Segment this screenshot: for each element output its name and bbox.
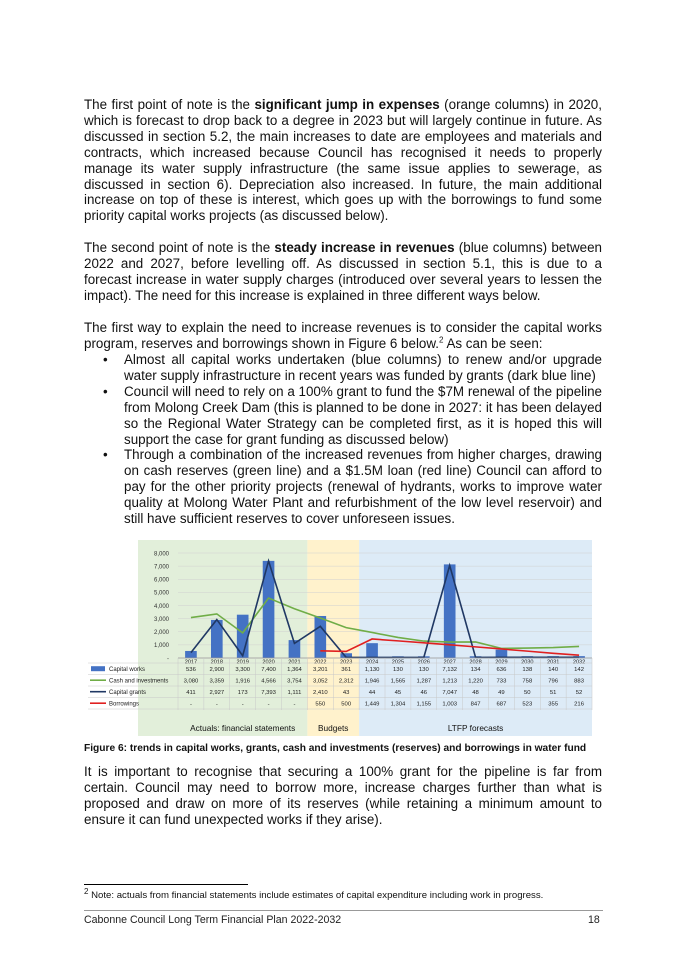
data-label: 46 [420, 690, 428, 697]
data-label: 1,364 [287, 667, 302, 674]
data-label: 523 [522, 701, 533, 708]
legend-label: Cash and investments [109, 678, 169, 685]
legend-label: Capital works [109, 667, 146, 674]
x-tick-label: 2023 [339, 659, 353, 666]
x-tick-label: 2021 [288, 659, 301, 666]
data-label: 216 [574, 701, 584, 708]
region-label: Budgets [318, 723, 349, 733]
y-tick-label: 6,000 [153, 577, 169, 584]
y-tick-label: 8,000 [153, 551, 169, 558]
data-label: 3,052 [312, 678, 328, 685]
y-tick-label: 7,000 [153, 564, 169, 571]
y-tick-label: 4,000 [153, 603, 169, 610]
paragraph-expenses: The first point of note is the significant jump in expenses (orange columns) in 2020, which is forecast to drop back to a degree in 2023 but will largely continue in future. As discussed in section 5.2, the main increases to date are employees and materials and contracts, which increased because Council has recognised it needs to properly manage its water supply infrastructure (the same issue applies to sewerage, as discussed in section 6). Depreciation also increased. In future, the main additional increase on top of these is interest, which goes up with the borrowings to fund some priority capital works projects (as discussed below). [84, 97, 602, 224]
x-tick-label: 2028 [469, 659, 482, 666]
data-label: 500 [341, 701, 352, 708]
data-label: 1,916 [235, 678, 251, 685]
bar-capital-works [237, 615, 249, 658]
bold-phrase: significant jump in expenses [254, 97, 440, 112]
data-label: 411 [186, 690, 196, 697]
x-tick-label: 2030 [521, 659, 534, 666]
bullet-list [84, 352, 602, 527]
data-label: 50 [524, 690, 531, 697]
x-tick-label: 2027 [443, 659, 456, 666]
x-tick-label: 2031 [546, 659, 560, 666]
region-label: Actuals: financial statements [190, 723, 296, 733]
data-label: 847 [470, 701, 481, 708]
data-label: 173 [237, 690, 248, 697]
data-label: 44 [368, 690, 376, 697]
y-tick-label: - [167, 656, 169, 663]
footnote: $^2$ Note: actuals from financial statements include estimates of capital expenditure including work in progress. [84, 886, 544, 901]
data-label: 355 [548, 701, 559, 708]
data-label: 134 [470, 667, 481, 674]
page-number: 18 [588, 914, 600, 926]
x-tick-label: 2019 [236, 659, 249, 666]
data-label: 1,287 [416, 678, 432, 685]
data-label: 1,449 [364, 701, 380, 708]
y-tick-label: 2,000 [153, 630, 169, 637]
list-item: • Almost all capital works undertaken (blue columns) to renew and/or upgrade water supply infrastructure in recent years was funded by grants (dark blue line) [103, 352, 602, 383]
paragraph-conclusion: It is important to recognise that securing a 100% grant for the pipeline is far from certain. Council may need to borrow more, increase charges further than what is proposed and draw on more of its reserves (while retaining a minimum amount to ensure it can fund unexpected works if they arise). [84, 764, 602, 827]
data-label: 7,047 [442, 690, 458, 697]
data-label: 1,220 [468, 678, 483, 685]
data-label: 3,201 [312, 667, 328, 674]
data-label: 1,155 [416, 701, 432, 708]
data-label: 636 [496, 667, 507, 674]
data-label: - [215, 701, 218, 708]
legend-key [91, 666, 105, 671]
list-item: • Through a combination of the increased revenues from higher charges, drawing on cash reserves (green line) and a $1.5M loan (red line) Council can afford to pay for the other priority projects (renewal of hydrants, works to improve water quality at Molong Water Plant and refurbishment of the low level reservoir) and still have sufficient reserves to cover unforeseen issues. [103, 447, 602, 527]
data-label: 4,566 [261, 678, 276, 685]
footnote-divider [84, 884, 248, 885]
legend-label: Capital grants [109, 690, 147, 697]
data-label: 1,111 [287, 690, 302, 697]
data-label: 43 [342, 690, 350, 697]
legend-label: Borrowings [109, 701, 140, 708]
data-label: 1,565 [390, 678, 406, 685]
bar-capital-works [314, 616, 326, 658]
data-label: 1,213 [442, 678, 458, 685]
data-label: 7,132 [442, 667, 458, 674]
data-label: 687 [496, 701, 507, 708]
data-label: 2,312 [338, 678, 354, 685]
x-tick-label: 2029 [495, 659, 508, 666]
y-tick-label: 1,000 [153, 643, 169, 650]
data-label: 130 [418, 667, 429, 674]
footer-title: Cabonne Council Long Term Financial Plan 2022-2032 [84, 914, 342, 926]
data-label: 536 [186, 667, 196, 674]
x-tick-label: 2018 [210, 659, 224, 666]
data-label: 130 [393, 667, 403, 674]
x-tick-label: 2024 [365, 659, 379, 666]
data-label: 2,410 [312, 690, 328, 697]
list-item: • Council will need to rely on a 100% grant to fund the $7M renewal of the pipeline from Molong Creek Dam (this is planned to be done in 2027: it has been delayed so the Regional Water Strategy can be completed first, as it is hoped this will support the case for grant funding as discussed below) [103, 383, 602, 447]
paragraph-revenues: The second point of note is the steady increase in revenues (blue columns) between 2022 and 2027, before levelling off. As discussed in section 5.1, this is due to a forecast increase in water supply charges (introduced over several years to lessen the impact). The need for this increase is explained in three different ways below. [84, 240, 602, 303]
data-label: 7,393 [261, 690, 276, 697]
figure-caption: Figure 6: trends in capital works, grants, cash and investments (reserves) and borrowings in water fund [84, 743, 587, 754]
data-label: 3,754 [287, 678, 302, 685]
x-tick-label: 2020 [262, 659, 275, 666]
x-tick-label: 2026 [417, 659, 431, 666]
data-label: 3,359 [209, 678, 225, 685]
data-label: 1,304 [390, 701, 406, 708]
bar-capital-works [366, 643, 378, 658]
data-label: 758 [522, 678, 533, 685]
figure-6-chart [84, 540, 602, 736]
data-label: 52 [575, 690, 583, 697]
data-label: 883 [574, 678, 584, 685]
y-tick-label: 5,000 [153, 590, 169, 597]
data-label: 3,080 [183, 678, 199, 685]
data-label: 3,300 [235, 667, 251, 674]
data-label: 361 [341, 667, 352, 674]
bold-phrase: steady increase in revenues [274, 240, 455, 255]
x-tick-label: 2025 [391, 659, 405, 666]
x-tick-label: 2022 [314, 659, 327, 666]
y-tick-label: 3,000 [153, 616, 169, 623]
data-label: - [241, 701, 244, 708]
data-label: 48 [472, 690, 479, 697]
region-label: LTFP forecasts [447, 723, 504, 733]
data-label: 2,900 [209, 667, 225, 674]
data-label: 142 [574, 667, 584, 674]
data-label: 1,003 [442, 701, 458, 708]
data-label: 1,130 [364, 667, 380, 674]
x-tick-label: 2032 [572, 659, 586, 666]
data-label: 2,927 [209, 690, 225, 697]
data-label: - [189, 701, 192, 708]
data-label: 796 [548, 678, 559, 685]
data-label: 51 [549, 690, 557, 697]
data-label: - [267, 701, 270, 708]
x-tick-label: 2017 [184, 659, 198, 666]
data-label: 550 [315, 701, 326, 708]
data-label: 7,400 [261, 667, 276, 674]
data-label: 49 [498, 690, 505, 697]
data-label: 138 [522, 667, 533, 674]
footnote-ref[interactable]: 2 [439, 335, 444, 345]
data-label: 733 [496, 678, 507, 685]
data-label: - [293, 701, 296, 708]
paragraph-capital-works: The first way to explain the need to increase revenues is to consider the capital works program, reserves and borrowings shown in Figure 6 below.$^2$ As can be seen: [84, 320, 602, 351]
data-label: 45 [394, 690, 402, 697]
footer-divider [84, 910, 603, 911]
data-label: 140 [548, 667, 559, 674]
data-label: 1,946 [364, 678, 380, 685]
